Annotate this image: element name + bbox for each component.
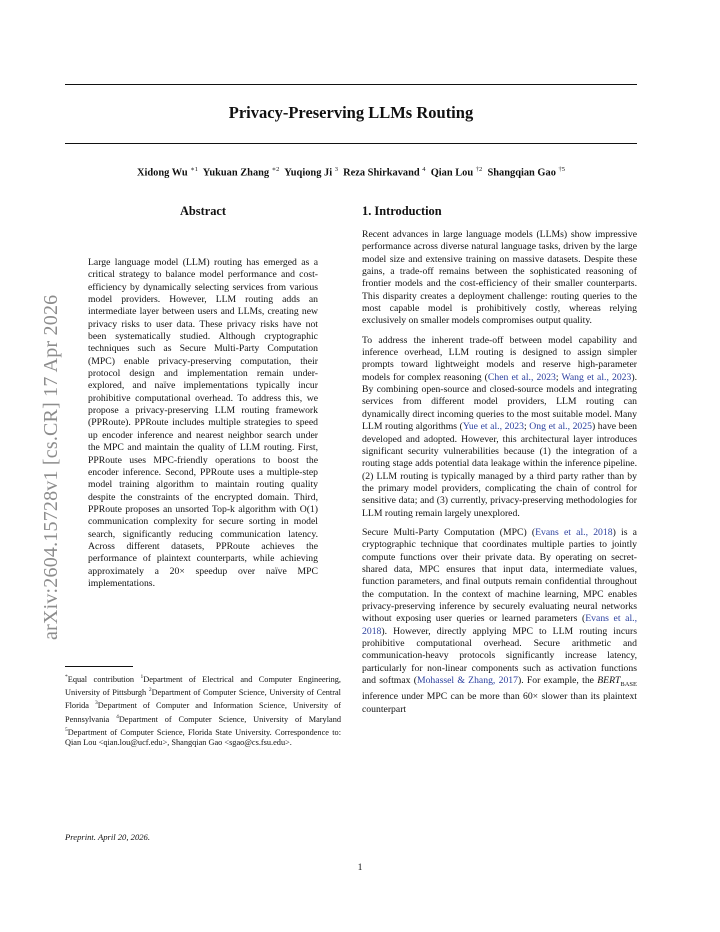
paragraph-text: ). For example, the [517,675,598,687]
citation-link[interactable]: Mohassel & Zhang, 2017 [416,675,518,687]
footnote-text: Department of Electrical and Computer Engineering, University of Pittsburgh [65,674,341,697]
paragraph-text: To address the inherent trade-off between model capability and inference overhead, LLM routing is designed to assign simpler prompts toward lightweight models and reserve high-parameter models for complex reasoning ( [362,334,637,383]
author-name: Yuqiong Ji [284,167,333,179]
citation-link[interactable]: Evans et al., 2018 [535,526,613,538]
author-list [65,165,637,178]
page-number: 1 [357,862,363,873]
author-name: Xidong Wu [136,167,188,179]
abstract-heading: Abstract [179,204,227,218]
footnote-text: Department of Computer Science, University of Central Florida [65,687,341,711]
intro-paragraph-3 [362,527,637,716]
citation-separator: ; [523,421,530,433]
paragraph-text: Secure Multi-Party Computation (MPC) ( [362,526,536,538]
author-affiliation-mark: 4 [422,166,426,173]
author-name: Reza Shirkavand [343,167,420,179]
intro-paragraph-1: Recent advances in large language models (LLMs) show impressive performance across diverse natural language tasks, driven by the large model size and extensive training on massive datasets. Despite these gains, a trade-off remains between the sophisticated reasoning of frontier models and the cost-efficiency of their smaller counterparts. This disparity creates a deployment challenge: routing queries to the most capable model is prohibitively costly, whereas relying exclusively on smaller models compromises output quality. [362,229,637,327]
footnote-text: Department of Computer Science, Florida State University. Correspondence to: Qian Lou <qian.lou@ucf.edu>, Shangqian Gao <sgao@cs.fsu.edu>. [65,727,341,747]
paragraph-text: ). However, directly applying MPC to LLM routing incurs prohibitive computational overhead. Secure arithmetic and communication-heavy protocols significantly increase latency, particularly for non-linear components such as activation functions and softmax ( [362,625,637,687]
paragraph-text: ) have been developed and adopted. However, this architectural layer introduces significant security vulnerabilities because (1) the integration of a routing stage adds potential data leakage within the inference pipeline. (2) LLM routing is typically managed by a third party rather than by the primary model providers, complicating the chain of control for sensitive data; and (3) currently, privacy-preserving methodologies for LLM routing remain largely unexplored. [362,421,637,519]
footnote: *Equal contribution $^1$Department of Electrical and Computer Engineering, University of Pittsburgh $^2$Department of Computer Science, University of Central Florida $^3$Department of Computer and Information Science, University of Pennsylvania $^4$Department of Computer Science, University of Maryland $^5$Department of Computer Science, Florida State University. Correspondence to: Qian Lou <qian.lou@ucf.edu>, Shangqian Gao <sgao@cs.fsu.edu>. [65,674,341,747]
footnote-text: Equal contribution [67,674,141,684]
paper-title: Privacy-Preserving LLMs Routing [228,103,474,122]
top-rule [65,84,637,85]
paragraph-text: inference under MPC can be more than 60× slower than its plaintext counterpart [362,691,637,715]
left-column [88,204,318,590]
preprint-note: Preprint. April 20, 2026. [65,832,150,842]
citation-separator: ; [555,371,562,383]
footnote-text: Department of Computer and Information Science, University of Pennsylvania [65,701,341,724]
citation-link[interactable]: Chen et al., 2023 [487,371,556,383]
right-column [362,204,637,716]
introduction-heading: 1. Introduction [362,204,442,218]
title-bottom-rule [65,143,637,144]
citation-link[interactable]: Ong et al., 2025 [529,421,592,433]
footnote-text: Department of Computer Science, University of Maryland [118,714,341,724]
intro-paragraph-2 [362,335,637,520]
model-name-subscript: BASE [620,680,637,688]
model-name: BERT [597,675,621,687]
paragraph-text: ). By combining open-source and closed-source models and integrating services from different model providers, LLM routing can dynamically direct incoming queries to the most suitable model. Many LLM routing algorithms ( [362,371,638,433]
citation-link[interactable]: Wang et al., 2023 [561,371,632,383]
citation-link[interactable]: Evans et al., 2018 [362,613,637,637]
author-affiliation-mark: ∗2 [271,166,280,173]
citation-link[interactable]: Yue et al., 2023 [462,421,524,433]
author-affiliation-mark: †2 [475,166,483,173]
abstract-text: Large language model (LLM) routing has emerged as a critical strategy to balance model performance and cost-efficiency by dynamically selecting services from various model providers. However, LLM routing adds an intermediate layer between users and LLMs, creating new privacy risks to user data. These privacy risks have not been systematically studied. Although cryptographic techniques such as Secure Multi-Party Computation (MPC) enable privacy-preserving computation, their protocol design and implementation remain under-explored, and naïve implementations typically incur prohibitive computational overhead. To address this, we propose a privacy-preserving LLM routing framework (PPRoute). PPRoute includes multiple strategies to speed up encoder inference and nearest neighbor search under the MPC and maintain the quality of LLM routing. First, PPRoute uses MPC-friendly operations to boost the encoder inference. Second, PPRoute uses a multiple-step model training algorithm to maintain routing quality despite the constraints of the encrypted domain. Third, PPRoute proposes an unsorted Top-k algorithm with O(1) communication complexity for secure sorting in model search, significantly reducing communication latency. Across different datasets, PPRoute achieves the performance of plaintext counterparts, while achieving approximately a 20× speedup over naïve MPC implementations. [88,257,318,589]
footnote-rule [65,666,133,667]
author-affiliation-mark: †5 [558,166,566,173]
arxiv-identifier-stamp: arXiv:2604.15728v1 [cs.CR] 17 Apr 2026 [40,294,62,640]
author-name: Yukuan Zhang [202,167,270,179]
author-name: Shangqian Gao [487,167,556,179]
author-affiliation-mark: 3 [334,166,338,173]
paragraph-text: ) is a cryptographic technique that coordinates multiple parties to jointly compute functions over their private data. By operating on secret-shared data, MPC ensures that input data, intermediate values, function parameters, and final outputs remain confidential throughout the computation. In the context of machine learning, MPC enables privacy-preserving inference by securely evaluating neural networks without exposing user queries or learned parameters ( [362,526,637,625]
author-affiliation-mark: ∗1 [190,166,198,173]
author-name: Qian Lou [430,167,474,179]
